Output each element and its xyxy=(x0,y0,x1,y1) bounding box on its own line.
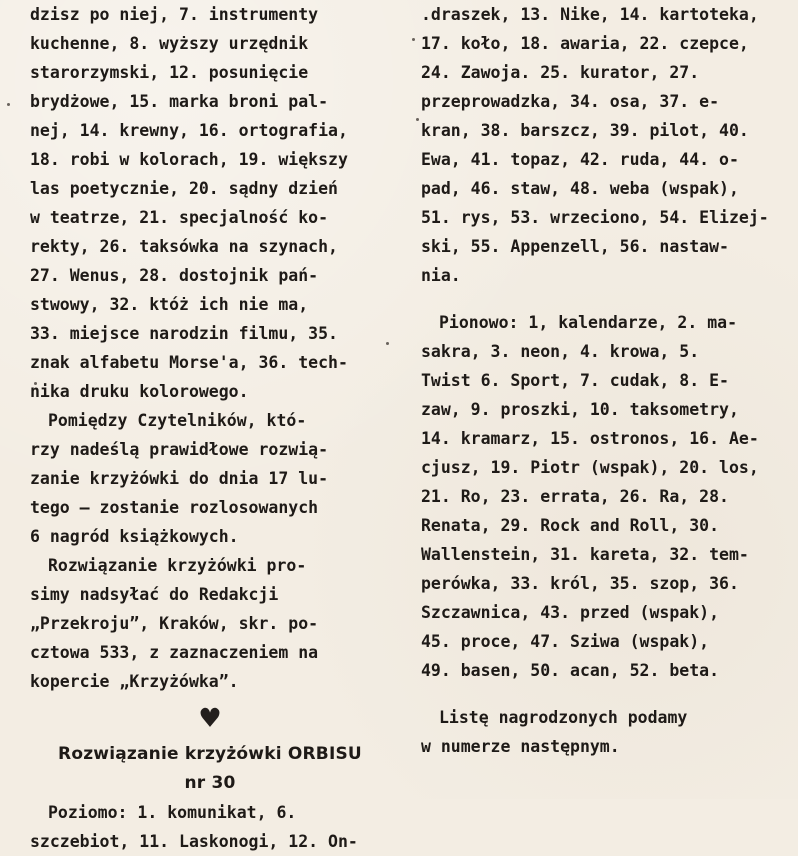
right-line-9: ski, 55. Appenzell, 56. nastaw- xyxy=(421,237,729,256)
right-line-5: kran, 38. barszcz, 39. pilot, 40. xyxy=(421,121,749,140)
print-speck xyxy=(416,118,419,121)
paragraph-gap xyxy=(421,685,781,703)
print-speck xyxy=(7,103,10,106)
left-line-4: brydżowe, 15. marka broni pal- xyxy=(30,92,329,111)
mailing-paragraph-line-1: Rozwiązanie krzyżówki pro- xyxy=(48,556,307,575)
right-line-3: 24. Zawoja. 25. kurator, 27. xyxy=(421,63,700,82)
left-line-12: 33. miejsce narodzin filmu, 35. xyxy=(30,324,338,343)
mailing-paragraph-line-3: „Przekroju”, Kraków, skr. po- xyxy=(30,614,319,633)
left-line-9: rekty, 26. taksówka na szynach, xyxy=(30,237,338,256)
pionowo-line-3: Twist 6. Sport, 7. cudak, 8. E- xyxy=(421,371,729,390)
prize-paragraph-line-2: rzy nadeślą prawidłowe rozwią- xyxy=(30,440,329,459)
left-line-10: 27. Wenus, 28. dostojnik pań- xyxy=(30,266,319,285)
pionowo-line-1: Pionowo: 1, kalendarze, 2. ma- xyxy=(439,313,738,332)
left-line-6: 18. robi w kolorach, 19. większy xyxy=(30,150,348,169)
pionowo-line-5: 14. kramarz, 15. ostronos, 16. Ae- xyxy=(421,429,759,448)
paragraph-gap xyxy=(421,290,781,308)
heart-icon: ♥ xyxy=(200,699,220,737)
left-line-3: starorzymski, 12. posunięcie xyxy=(30,63,309,82)
poziomo-line-2: szczebiot, 11. Laskonogi, 12. On- xyxy=(30,832,358,851)
right-line-4: przeprowadzka, 34. osa, 37. e- xyxy=(421,92,720,111)
pionowo-line-9: Wallenstein, 31. kareta, 32. tem- xyxy=(421,545,749,564)
left-line-14: nika druku kolorowego. xyxy=(30,382,249,401)
pionowo-line-10: perówka, 33. król, 35. szop, 36. xyxy=(421,574,739,593)
prize-paragraph-line-4: tego — zostanie rozlosowanych xyxy=(30,498,319,517)
right-column xyxy=(421,0,781,761)
right-line-10: nia. xyxy=(421,266,461,285)
right-line-2: 17. koło, 18. awaria, 22. czepce, xyxy=(421,34,749,53)
pionowo-line-8: Renata, 29. Rock and Roll, 30. xyxy=(421,516,720,535)
pionowo-line-4: zaw, 9. proszki, 10. taksometry, xyxy=(421,400,739,419)
pionowo-line-6: cjusz, 19. Piotr (wspak), 20. los, xyxy=(421,458,759,477)
left-line-8: w teatrze, 21. specjalność ko- xyxy=(30,208,329,227)
right-line-6: Ewa, 41. topaz, 42. ruda, 44. o- xyxy=(421,150,739,169)
left-line-5: nej, 14. krewny, 16. ortografia, xyxy=(30,121,348,140)
pionowo-line-2: sakra, 3. neon, 4. krowa, 5. xyxy=(421,342,700,361)
mailing-paragraph-line-5: kopercie „Krzyżówka”. xyxy=(30,672,239,691)
pionowo-line-11: Szczawnica, 43. przed (wspak), xyxy=(421,603,720,622)
right-line-1: .draszek, 13. Nike, 14. kartoteka, xyxy=(421,5,759,24)
closing-line-1: Listę nagrodzonych podamy xyxy=(439,708,688,727)
left-column xyxy=(30,0,390,856)
mailing-paragraph-line-2: simy nadsyłać do Redakcji xyxy=(30,585,279,604)
solution-title-line-1: Rozwiązanie krzyżówki ORBISU xyxy=(58,744,362,764)
left-line-7: las poetycznie, 20. sądny dzień xyxy=(30,179,338,198)
left-line-1: dzisz po niej, 7. instrumenty xyxy=(30,5,319,24)
left-line-11: stwowy, 32. któż ich nie ma, xyxy=(30,295,309,314)
prize-paragraph-line-5: 6 nagród książkowych. xyxy=(30,527,239,546)
pionowo-line-7: 21. Ro, 23. errata, 26. Ra, 28. xyxy=(421,487,729,506)
prize-paragraph-line-1: Pomiędzy Czytelników, któ- xyxy=(48,411,307,430)
poziomo-line-1: Poziomo: 1. komunikat, 6. xyxy=(48,803,297,822)
solution-title-line-2: nr 30 xyxy=(184,773,236,793)
pionowo-line-12: 45. proce, 47. Sziwa (wspak), xyxy=(421,632,710,651)
closing-line-2: w numerze następnym. xyxy=(421,737,620,756)
right-line-8: 51. rys, 53. wrzeciono, 54. Elizej- xyxy=(421,208,769,227)
left-line-13: znak alfabetu Morse'a, 36. tech- xyxy=(30,353,348,372)
mailing-paragraph-line-4: cztowa 533, z zaznaczeniem na xyxy=(30,643,319,662)
pionowo-line-13: 49. basen, 50. acan, 52. beta. xyxy=(421,661,720,680)
right-line-7: pad, 46. staw, 48. weba (wspak), xyxy=(421,179,739,198)
left-line-2: kuchenne, 8. wyższy urzędnik xyxy=(30,34,309,53)
prize-paragraph-line-3: zanie krzyżówki do dnia 17 lu- xyxy=(30,469,329,488)
print-speck xyxy=(412,38,415,41)
